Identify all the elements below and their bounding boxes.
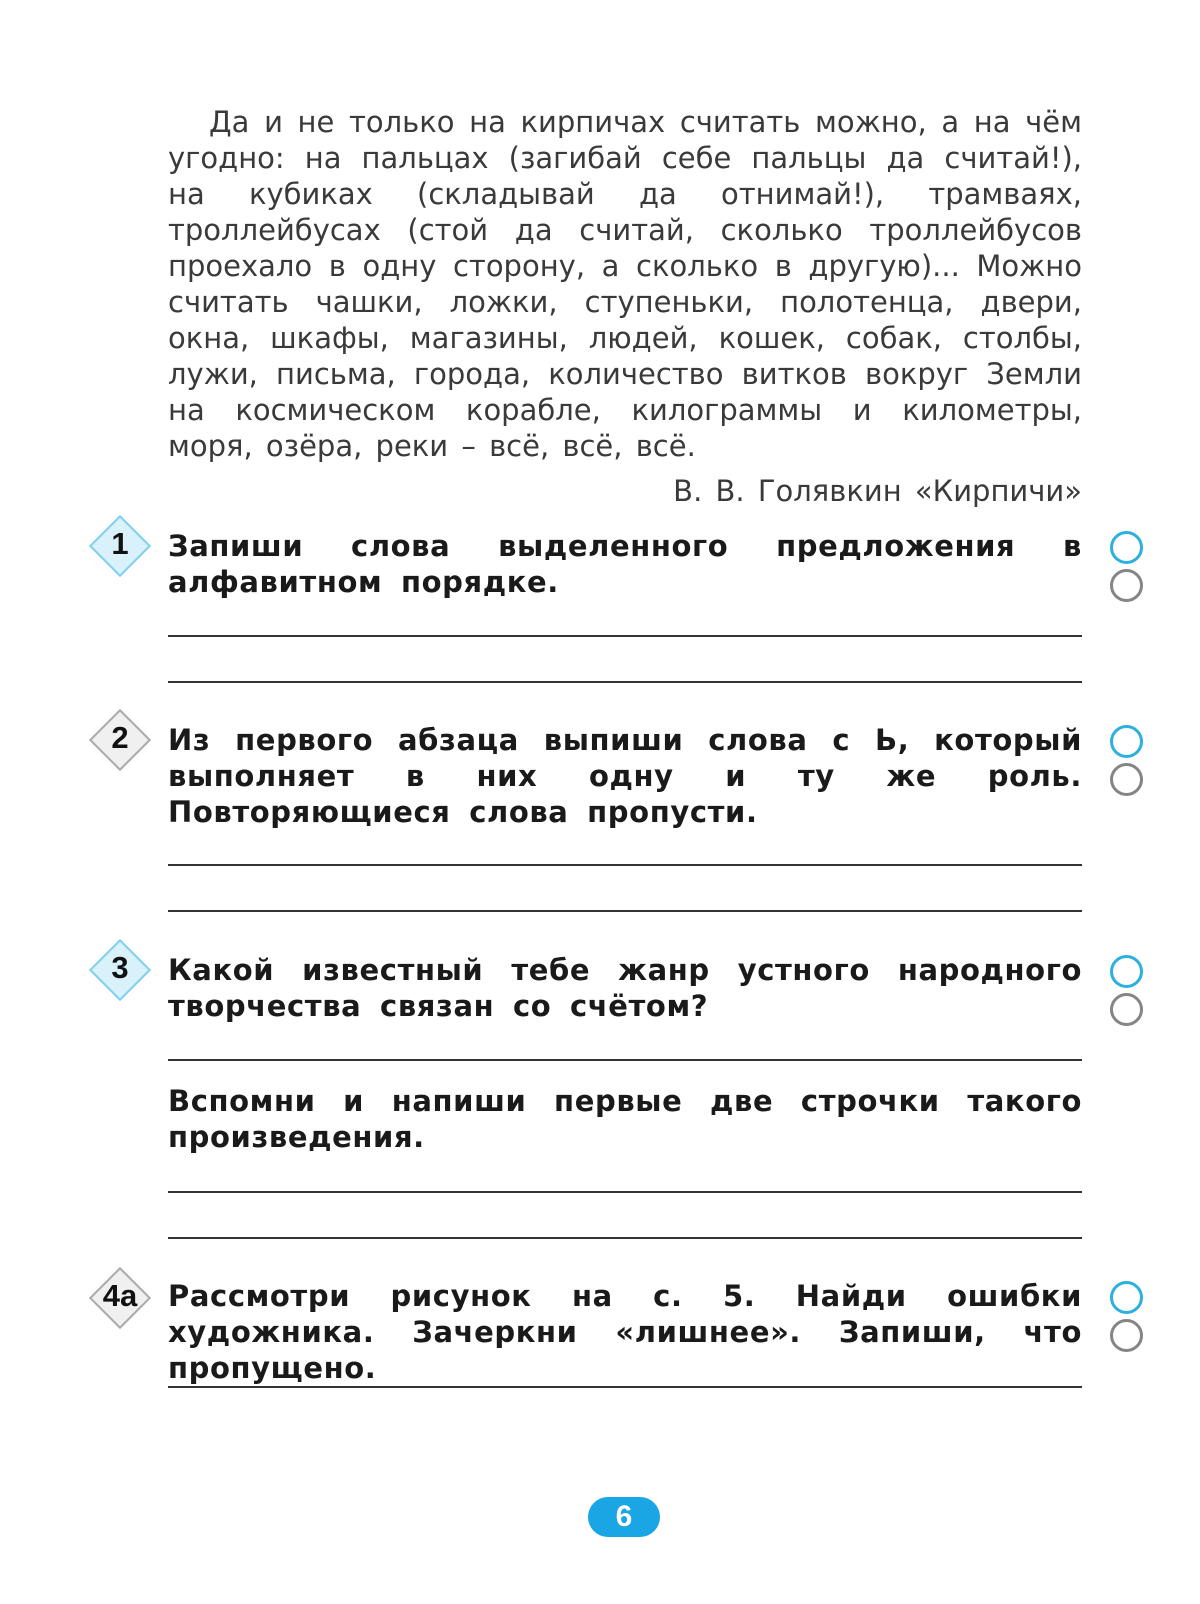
passage-text: Да и не только на кирпичах считать можно, а на чём угодно: на пальцах (загибай себе пальцы да считай!), на кубиках (складывай да отнимай!), трамваях, троллейбусах (стой да считай, сколько троллейбусов проехало в одну сторону, а сколько в другую)... Можно считать чашки, ложки, ступеньки, полотенца, двери, окна, шкафы, магазины, людей, кошек, собак, столбы, лужи, письма, города, количество витков вокруг Земли на космическом корабле, килограммы и километры, моря, озёра, реки – всё, всё, всё.	[168, 105, 1082, 463]
task-instruction: Какой известный тебе жанр устного народного творчества связан со счётом?	[168, 953, 1082, 1023]
answer-line[interactable]	[168, 1386, 1082, 1388]
self-check-circle-gray[interactable]	[1110, 1319, 1143, 1352]
task-number: 1	[111, 526, 129, 561]
self-check-circle-gray[interactable]	[1110, 569, 1143, 602]
self-check-circle-gray[interactable]	[1110, 763, 1143, 796]
task-number: 3	[111, 950, 129, 985]
task-instruction: Запиши слова выделенного предложения в алфавитном порядке.	[168, 529, 1082, 599]
self-check-circle-blue[interactable]	[1110, 531, 1143, 564]
self-check-circle-blue[interactable]	[1110, 1281, 1143, 1314]
self-check-circle-blue[interactable]	[1110, 955, 1143, 988]
self-check-circle-gray[interactable]	[1110, 993, 1143, 1026]
answer-line[interactable]	[168, 681, 1082, 683]
task-number: 4а	[102, 1278, 138, 1313]
task-instruction: Из первого абзаца выпиши слова с Ь, который выполняет в них одну и ту же роль. Повторяющиеся слова пропусти.	[168, 723, 1082, 829]
answer-line[interactable]	[168, 910, 1082, 912]
answer-line[interactable]	[168, 1059, 1082, 1061]
task-instruction: Рассмотри рисунок на с. 5. Найди ошибки художника. Зачеркни «лишнее». Запиши, что пропущено.	[168, 1279, 1082, 1385]
task-number: 2	[111, 720, 129, 755]
passage-attribution: В. В. Голявкин «Кирпичи»	[673, 474, 1082, 508]
reading-passage	[168, 104, 1082, 464]
page-number: 6	[588, 1497, 660, 1537]
answer-line[interactable]	[168, 1191, 1082, 1193]
answer-line[interactable]	[168, 864, 1082, 866]
answer-line[interactable]	[168, 1237, 1082, 1239]
answer-line[interactable]	[168, 635, 1082, 637]
task-sub-instruction: Вспомни и напиши первые две строчки такого произведения.	[168, 1084, 1082, 1154]
self-check-circle-blue[interactable]	[1110, 725, 1143, 758]
